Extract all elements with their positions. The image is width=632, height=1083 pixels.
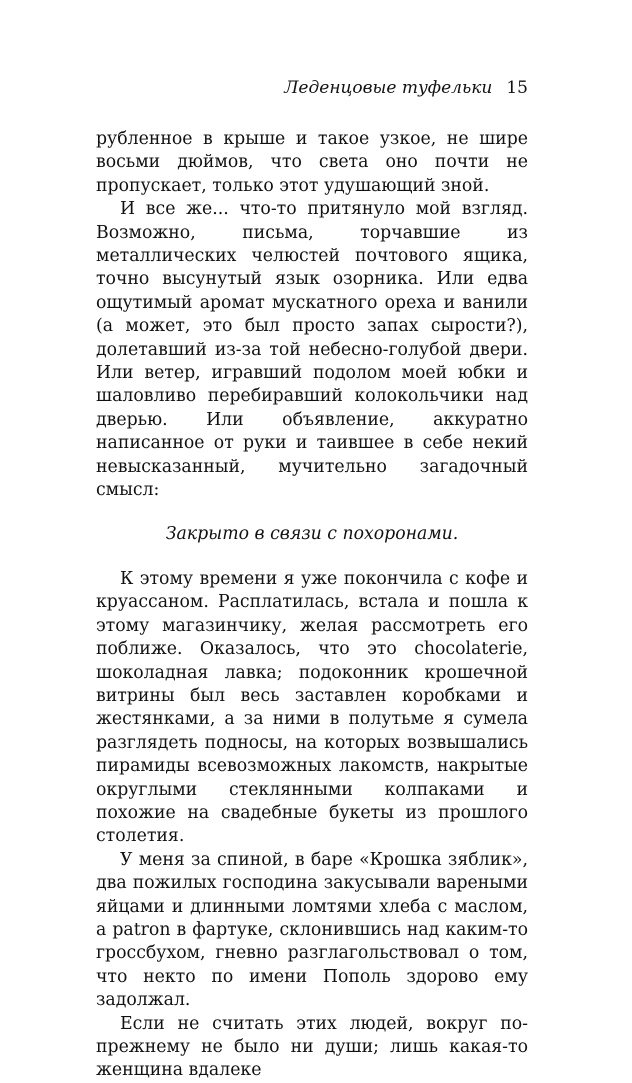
paragraph: У меня за спиной, в баре «Крошка зяблик», два пожилых господина закусывали вареными яйцами и длинными ломтями хлеба с маслом, а patron в фартуке, склонившись над каким-то гроссбухом, гневно разглагольствовал о том, что некто по имени Пополь здорово ему задолжал.	[96, 849, 528, 1011]
paragraph: рубленное в крыше и такое узкое, не шире восьми дюймов, что света оно почти не пропускает, только этот удушающий зной.	[96, 129, 528, 196]
book-page	[96, 78, 528, 1083]
paragraph: И все же... что-то притянуло мой взгляд. Возможно, письма, торчавшие из металлических челюстей почтового ящика, точно высунутый язык озорника. Или едва ощутимый аромат мускатного ореха и ванили (а может, это был просто запах сырости?), долетавший из-за той небесно-голубой двери. Или ветер, игравший подолом моей юбки и шаловливо перебиравший колокольчики над дверью. Или объявление, аккуратно написанное от руки и таившее в себе некий невысказанный, мучительно загадочный смысл:	[96, 199, 528, 501]
body-text	[96, 128, 528, 1083]
notice-quote: Закрыто в связи с похоронами.	[165, 523, 459, 544]
running-head	[96, 78, 528, 102]
paragraph: К этому времени я уже покончила с кофе и круассаном. Расплатилась, встала и пошла к этому магазинчику, желая рассмотреть его поближе. Оказалось, что это chocolaterie, шоколадная лавка; подоконник крошечной витрины был весь заставлен коробками и жестянками, а за ними в полутьме я сумела разглядеть подносы, на которых возвышались пирамиды всевозможных лакомств, накрытые округлыми стеклянными колпаками и похожие на свадебные букеты из прошлого столетия.	[96, 568, 528, 847]
page-number: 15	[506, 78, 528, 98]
paragraph: Если не считать этих людей, вокруг по-прежнему не было ни души; лишь какая-то женщина вдалеке	[96, 1013, 528, 1081]
running-head-title: Леденцовые туфельки	[284, 78, 493, 98]
